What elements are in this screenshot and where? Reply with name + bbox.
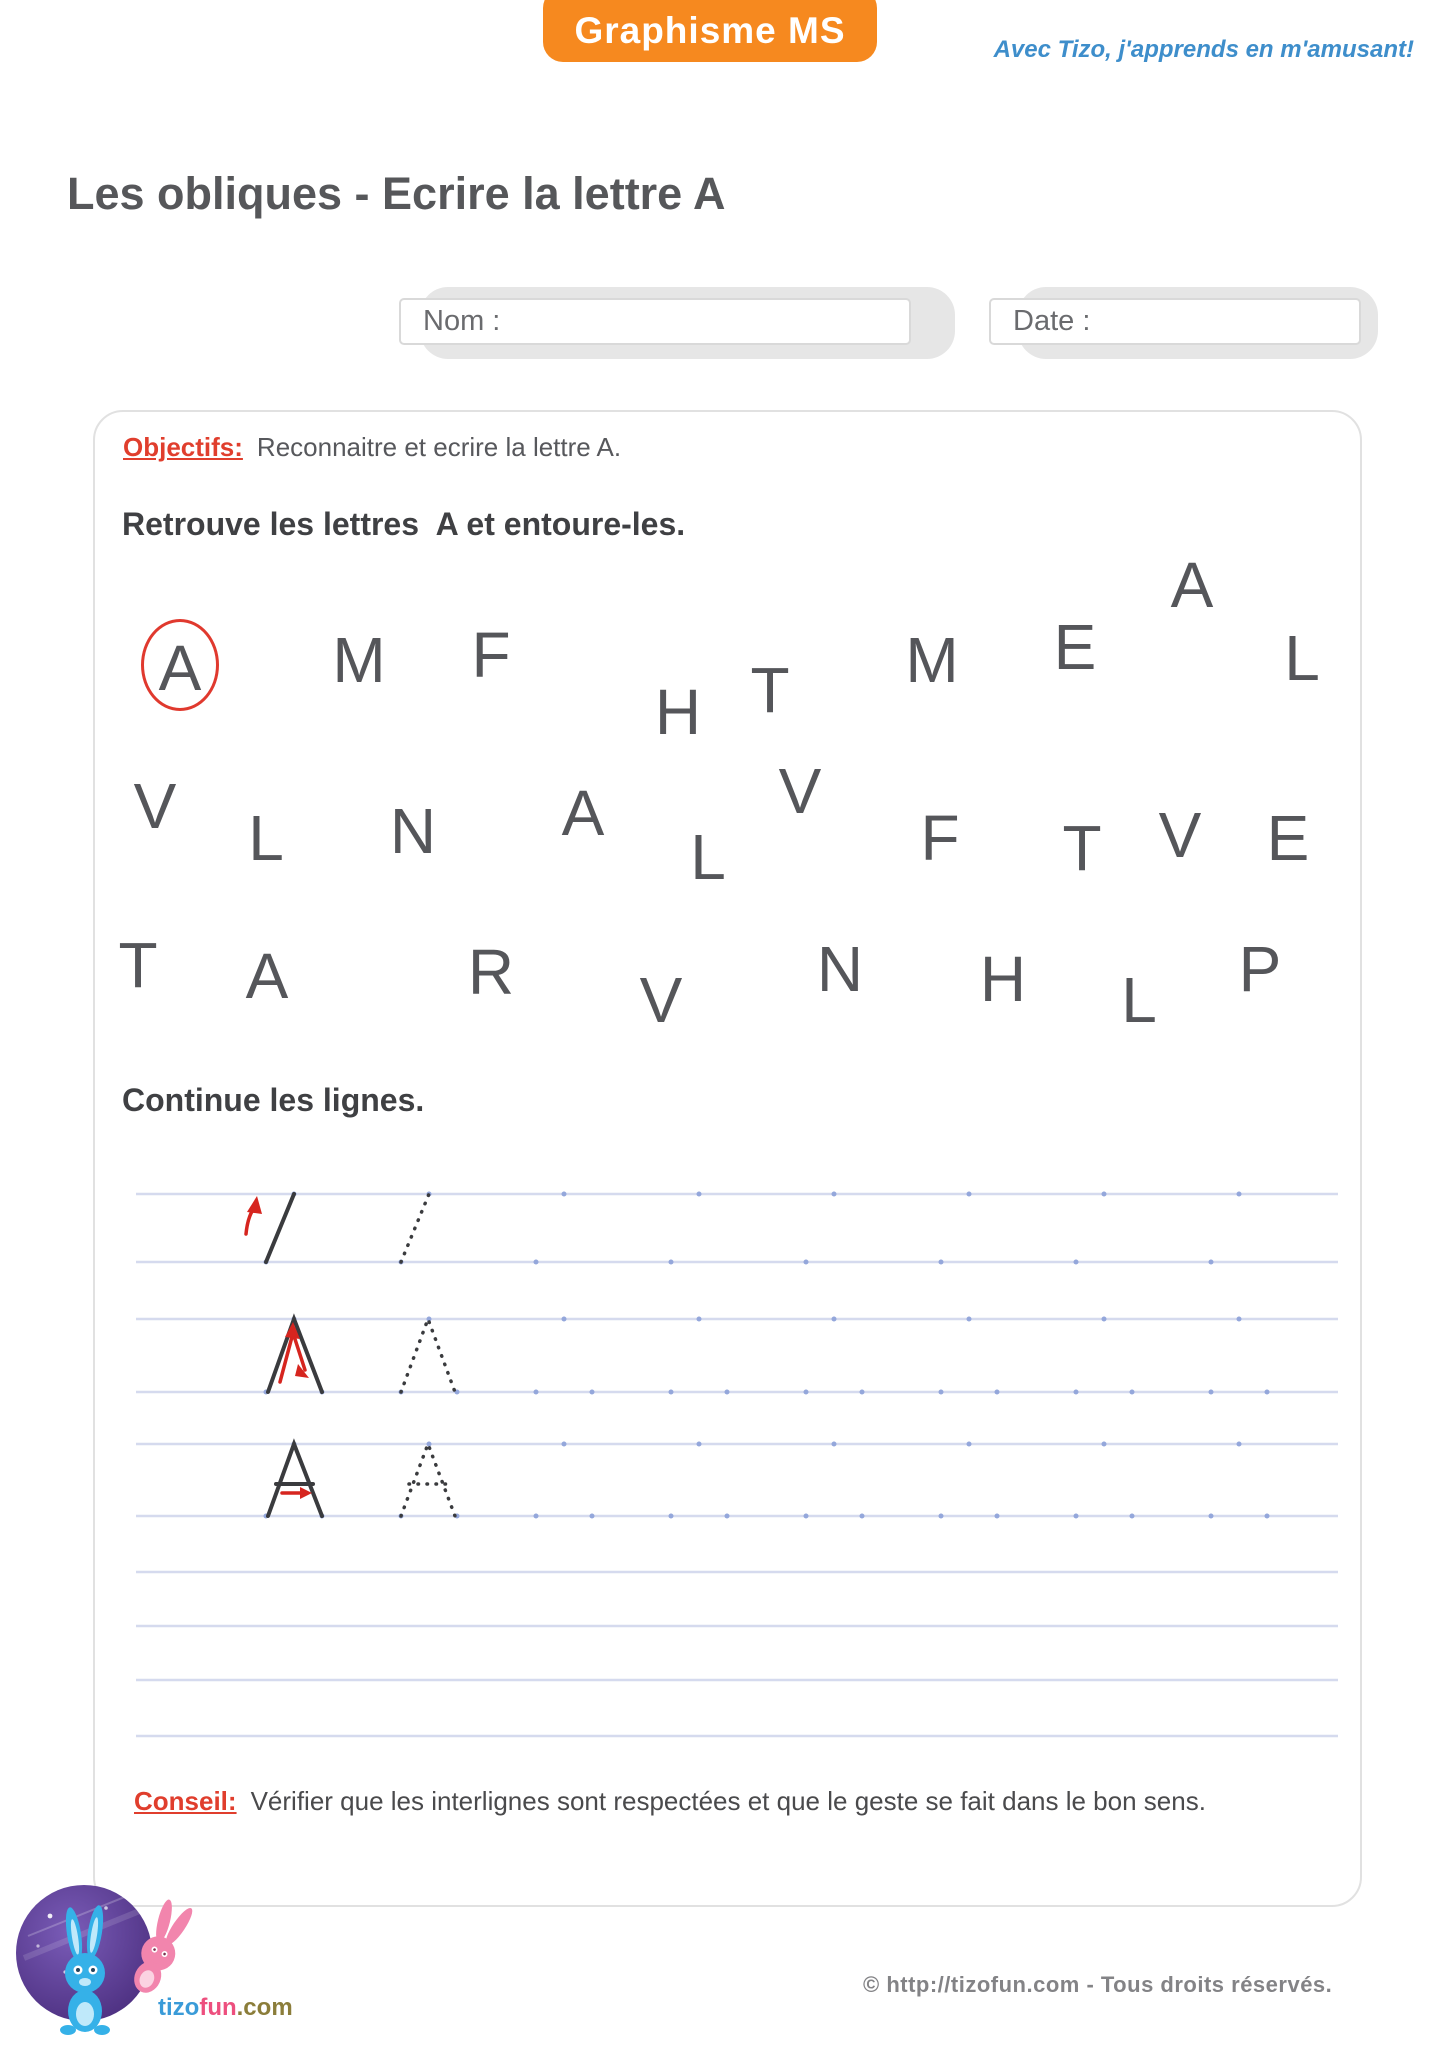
subject-badge — [543, 0, 877, 62]
find-letter-V: V — [639, 964, 683, 1036]
advice-text: Vérifier que les interlignes sont respectées et que le geste se fait dans le bon sens. — [250, 1786, 1206, 1816]
find-letter-H: H — [654, 676, 702, 748]
find-letter-A: A — [158, 632, 202, 704]
advice-line — [134, 1786, 1206, 1817]
find-letter-L: L — [690, 821, 726, 893]
tizofun-logo — [10, 1874, 310, 2052]
find-letter-P: P — [1238, 933, 1282, 1005]
advice-label: Conseil: — [134, 1786, 237, 1816]
find-letter-F: F — [920, 802, 960, 874]
find-letter-E: E — [1266, 802, 1310, 874]
objectives-line — [123, 432, 621, 463]
find-letter-H: H — [979, 943, 1027, 1015]
find-letter-V: V — [778, 755, 822, 827]
find-letter-F: F — [471, 619, 511, 691]
worksheet-card — [93, 410, 1362, 1907]
exercise1-title: Retrouve les lettres A et entoure-les. — [122, 506, 686, 542]
find-letter-V: V — [1158, 799, 1202, 871]
find-letter-A: A — [245, 940, 289, 1012]
find-letter-V: V — [133, 770, 177, 842]
logo-sparkle — [104, 1906, 108, 1910]
logo-wordmark: tizofun.com — [158, 1994, 293, 2021]
name-field — [399, 298, 911, 345]
find-letter-A: A — [561, 777, 605, 849]
find-letter-N: N — [389, 795, 437, 867]
name-field-label: Nom : — [423, 305, 501, 337]
find-letter-N: N — [816, 933, 864, 1005]
exercise2-title: Continue les lignes. — [122, 1082, 425, 1118]
date-field — [989, 298, 1361, 345]
objectives-label: Objectifs: — [123, 432, 243, 462]
find-letter-M: M — [332, 624, 386, 696]
find-letter-M: M — [905, 624, 959, 696]
date-field-label: Date : — [1013, 305, 1091, 337]
objectives-text: Reconnaitre et ecrire la lettre A. — [256, 432, 622, 462]
find-letter-L: L — [1121, 964, 1157, 1036]
page-title: Les obliques - Ecrire la lettre A — [67, 168, 726, 219]
find-letter-L: L — [1284, 622, 1320, 694]
subject-badge-label: Graphisme MS — [574, 10, 846, 51]
find-letter-T: T — [1062, 812, 1102, 884]
copyright-text: © http://tizofun.com - Tous droits réservés. — [863, 1972, 1333, 1997]
find-letter-R: R — [467, 936, 515, 1008]
find-letter-T: T — [118, 929, 158, 1001]
find-letter-E: E — [1053, 611, 1097, 683]
logo-sparkle — [36, 1944, 39, 1947]
find-letter-L: L — [248, 802, 284, 874]
brand-tagline: Avec Tizo, j'apprends en m'amusant! — [993, 36, 1414, 63]
logo-sparkle — [48, 1914, 53, 1919]
find-letter-T: T — [750, 654, 790, 726]
find-letter-A: A — [1170, 549, 1214, 621]
